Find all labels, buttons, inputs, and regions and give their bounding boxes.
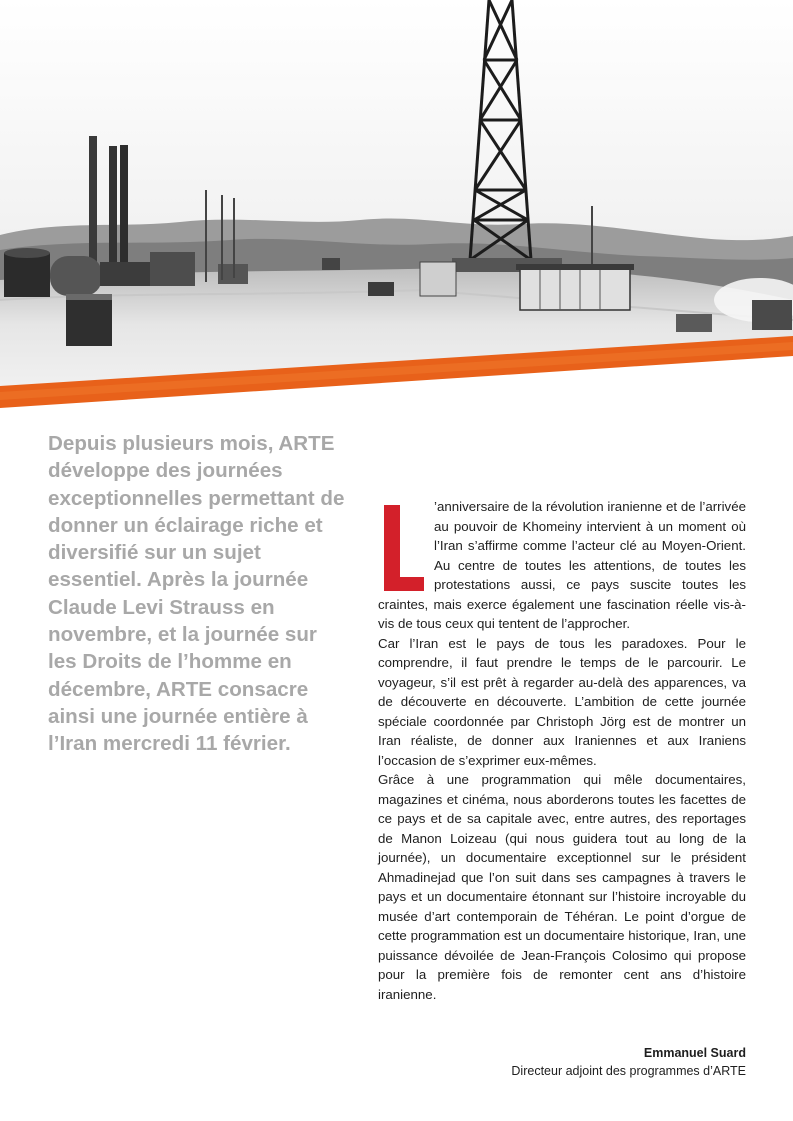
signature-block (511, 1044, 746, 1080)
oil-field-photo (0, 0, 793, 410)
article-body (378, 497, 746, 1004)
article-paragraph-3: Grâce à une programmation qui mêle documentaires, magazines et cinéma, nous aborderons toutes les facettes de ce pays et de sa capitale avec, entre autres, des reportages de Manon Loizeau (qui nous guidera tout au long de la journée), un documentaire exceptionnel sur le président Ahmadinejad que l’on suit dans ses campagnes à travers le pays et un documentaire étonnant sur l’histoire incroyable du musée d’art contemporain de Téhéran. Le point d’orgue de cette programmation est un documentaire historique, Iran, une puissance dévoilée de Jean-François Colosimo qui propose pour la première fois de remonter cent ans d’histoire iranienne. (378, 772, 746, 1002)
intro-lede: Depuis plusieurs mois, ARTE développe des journées exceptionnelles permettant de donner un éclairage riche et diversifié sur un sujet essentiel. Après la journée Claude Levi Strauss en novembre, et la journée sur les Droits de l’homme en décembre, ARTE consacre ainsi une journée entière à l’Iran mercredi 11 février. (48, 432, 345, 756)
article-paragraph-2: Car l’Iran est le pays de tous les paradoxes. Pour le comprendre, il faut prendre le temps de le parcourir. Le voyageur, s’il est prêt à regarder au-delà des apparences, va de découverte en découverte. L’ambition de cette journée spéciale coordonnée par Christoph Jörg est de montrer un Iran réaliste, de donner aux Iraniennes et aux Iraniens l’occasion de s’exprimer eux-mêmes. (378, 635, 746, 768)
dropcap-l (384, 505, 424, 591)
signature-role: Directeur adjoint des programmes d’ARTE (511, 1064, 746, 1078)
article-paragraph-1: ’anniversaire de la révolution iranienne et de l’arrivée au pouvoir de Khomeiny intervient à un moment où l’Iran s’affirme comme l’acteur clé au Moyen-Orient. Au centre de toutes les attentions, de toutes les protestations aussi, ce pays suscite toutes les craintes, mais exerce également une fascination réelle vis-à-vis de tous ceux qui tentent de l’approcher. (378, 499, 746, 631)
signature-name: Emmanuel Suard (643, 1046, 746, 1060)
hero-photo (0, 0, 793, 410)
